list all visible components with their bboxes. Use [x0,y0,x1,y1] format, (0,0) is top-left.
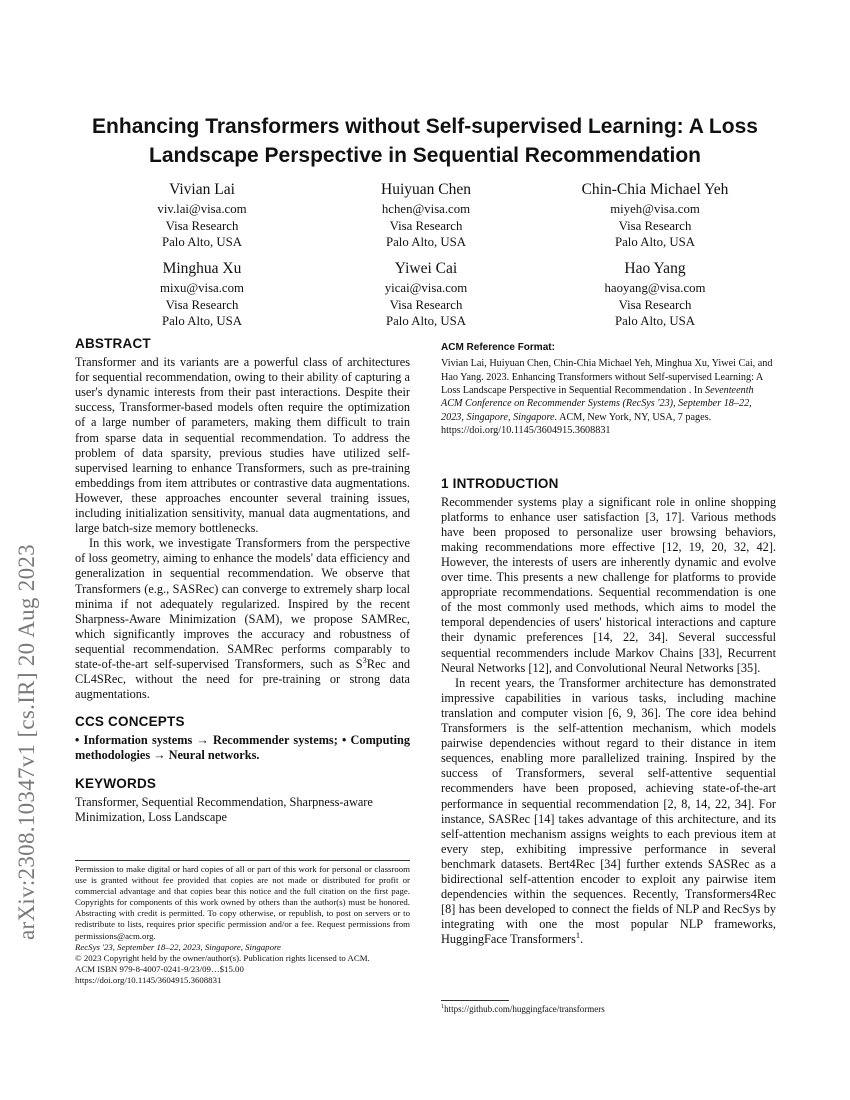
author-email: hchen@visa.com [381,202,471,216]
ccs-text: • Information systems → Recommender systems; • Computing methodologies → Neural networks. [75,733,410,763]
author-email: miyeh@visa.com [610,202,700,216]
author-email: yicai@visa.com [384,281,468,295]
permission-notice [75,860,410,986]
author-location: Palo Alto, USA [615,314,695,328]
conference-line: RecSys '23, September 18–22, 2023, Singapore, Singapore [75,941,281,952]
author-block [87,180,317,251]
author-block [311,259,541,330]
abstract-paragraph: In this work, we investigate Transformers from the perspective of loss geometry, aiming to enhance the models' data efficiency and generalization in sequential recommendation. We observe that Transformers (e.g., SASRec) can converge to extremely sharp local minima if not adequately regularized. Inspired by the recent Sharpness-Aware Minimization (SAM), we propose SAMRec, which significantly improves the accuracy and robustness of sequential recommendation. SAMRec performs comparably to state-of-the-art self-supervised Transformers, such as $S^3Rec$ and CL4SRec, without the need for pre-training or strong data augmentations. [75,536,410,702]
author-org: Visa Research [165,218,239,233]
author-org: Visa Research [618,218,692,233]
author-org: Visa Research [618,297,692,312]
footnote-rule [441,1000,509,1001]
footnote-link[interactable]: https://github.com/huggingface/transformers [444,1004,605,1014]
author-location: Palo Alto, USA [386,314,466,328]
paper-title: Enhancing Transformers without Self-supervised Learning: A Loss Landscape Perspective in Sequential Recommendation [92,115,758,167]
intro-heading: 1 INTRODUCTION [441,475,559,491]
arxiv-stamp-text: arXiv:2308.10347v1 [cs.IR] 20 Aug 2023 [14,544,39,940]
author-block [87,259,317,330]
keywords-heading: KEYWORDS [75,775,157,791]
author-org: Visa Research [389,218,463,233]
author-block [540,180,770,251]
author-location: Palo Alto, USA [386,235,466,249]
intro-paragraph: Recommender systems play a significant role in online shopping platforms to enhance user satisfaction [3, 17]. Various methods have been proposed to personalize user browsing behaviors, making recommendations more effective [12, 19, 20, 32, 42]. However, the interests of users are inherently dynamic and evolve over time. This presents a new challenge for platforms to provide appropriate recommendations. Sequential recommendation is one of the most commonly used methods, which aims to model the temporal dependencies of users' historical interactions and capture their dynamic preferences [14, 22, 34]. Several successful sequential recommenders include Markov Chains [33], Recurrent Neural Networks [12], and Convolutional Neural Networks [35]. [441,494,776,675]
left-column [75,336,410,825]
author-name: Hao Yang [624,260,686,277]
author-name: Yiwei Cai [394,260,458,277]
author-block [540,259,770,330]
author-location: Palo Alto, USA [162,235,242,249]
author-email: haoyang@visa.com [604,281,706,295]
footnote: $^1$https://github.com/huggingface/transformers [441,1004,605,1014]
permission-text: Permission to make digital or hard copies of all or part of this work for personal or classroom use is granted without fee provided that copies are not made or distributed for profit or commercial advantage and that copies bear this notice and the full citation on the first page. Copyrights for components of this work owned by others than the author(s) must be honored. Abstracting with credit is permitted. To copy otherwise, or republish, to post on servers or to redistribute to lists, requires prior specific permission and/or a fee. Request permissions from permissions@acm.org. [75,864,410,941]
acm-ref-text: Vivian Lai, Huiyuan Chen, Chin-Chia Michael Yeh, Minghua Xu, Yiwei Cai, and Hao Yang. 2023. Enhancing Transformers without Self-supervised Learning: A Loss Landscape Perspective in Sequential Recommendation . In Seventeenth ACM Conference on Recommender Systems (RecSys '23), September 18–22, 2023, Singapore, Singapore. ACM, New York, NY, USA, 7 pages. https://doi.org/10.1145/3604915.3608831 [441,358,773,437]
intro-paragraph: In recent years, the Transformer architecture has demonstrated impressive capabilities in various tasks, including machine translation and computer vision [6, 9, 36]. The core idea behind Transformers is the self-attention mechanism, which models pairwise dependencies without regard to their distance in item sequences, enabling more parallelized training. Inspired by the success of Transformers, several self-attentive sequential recommenders have been proposed, achieving state-of-the-art performance in sequential recommendation [2, 8, 14, 22, 34]. For instance, SASRec [14] takes advantage of this architecture, and its self-attention mechanism assigns weights to each previous item at every step, exhibiting impressive performance in several benchmark datasets. Bert4Rec [34] further extends SASRec as a bidirectional self-attention encoder to exploit any pairwise item dependencies within the sequences. Recently, Transformers4Rec [8] has been developed to connect the fields of NLP and RecSys by integrating with one the most popular NLP frameworks, HuggingFace Transformers$^1$. [441,675,776,947]
author-name: Chin-Chia Michael Yeh [581,181,729,198]
abstract-paragraph: Transformer and its variants are a powerful class of architectures for sequential recommendation, owing to their ability of capturing a user's dynamic interests from their past interactions. Despite their success, Transformer-based models often require the optimization of a large number of parameters, making them difficult to train from sparse data in sequential recommendation. To address the problem of data sparsity, previous studies have utilized self-supervised learning to enhance Transformers, such as pre-training embeddings from item attributes or contrastive data augmentations. However, these approaches encounter several training issues, including initialization sensitivity, manual data augmentations, and large batch-size memory bottlenecks. [75,355,410,536]
author-email: viv.lai@visa.com [157,202,247,216]
author-email: mixu@visa.com [160,281,244,295]
copyright-line: © 2023 Copyright held by the owner/author(s). Publication rights licensed to ACM. [75,952,370,963]
acm-ref-heading: ACM Reference Format: [441,342,555,353]
author-org: Visa Research [389,297,463,312]
author-name: Vivian Lai [169,181,235,198]
right-column [441,340,776,947]
author-location: Palo Alto, USA [615,235,695,249]
isbn-line: ACM ISBN 979-8-4007-0241-9/23/09…$15.00 [75,963,244,974]
author-name: Minghua Xu [162,260,242,277]
abstract-heading: ABSTRACT [75,336,151,351]
author-block [311,180,541,251]
doi-link[interactable]: https://doi.org/10.1145/3604915.3608831 [75,974,222,985]
ccs-heading: CCS CONCEPTS [75,714,185,730]
author-location: Palo Alto, USA [162,314,242,328]
keywords-text: Transformer, Sequential Recommendation, Sharpness-aware Minimization, Loss Landscape [75,794,373,824]
author-name: Huiyuan Chen [381,181,471,198]
author-org: Visa Research [165,297,239,312]
